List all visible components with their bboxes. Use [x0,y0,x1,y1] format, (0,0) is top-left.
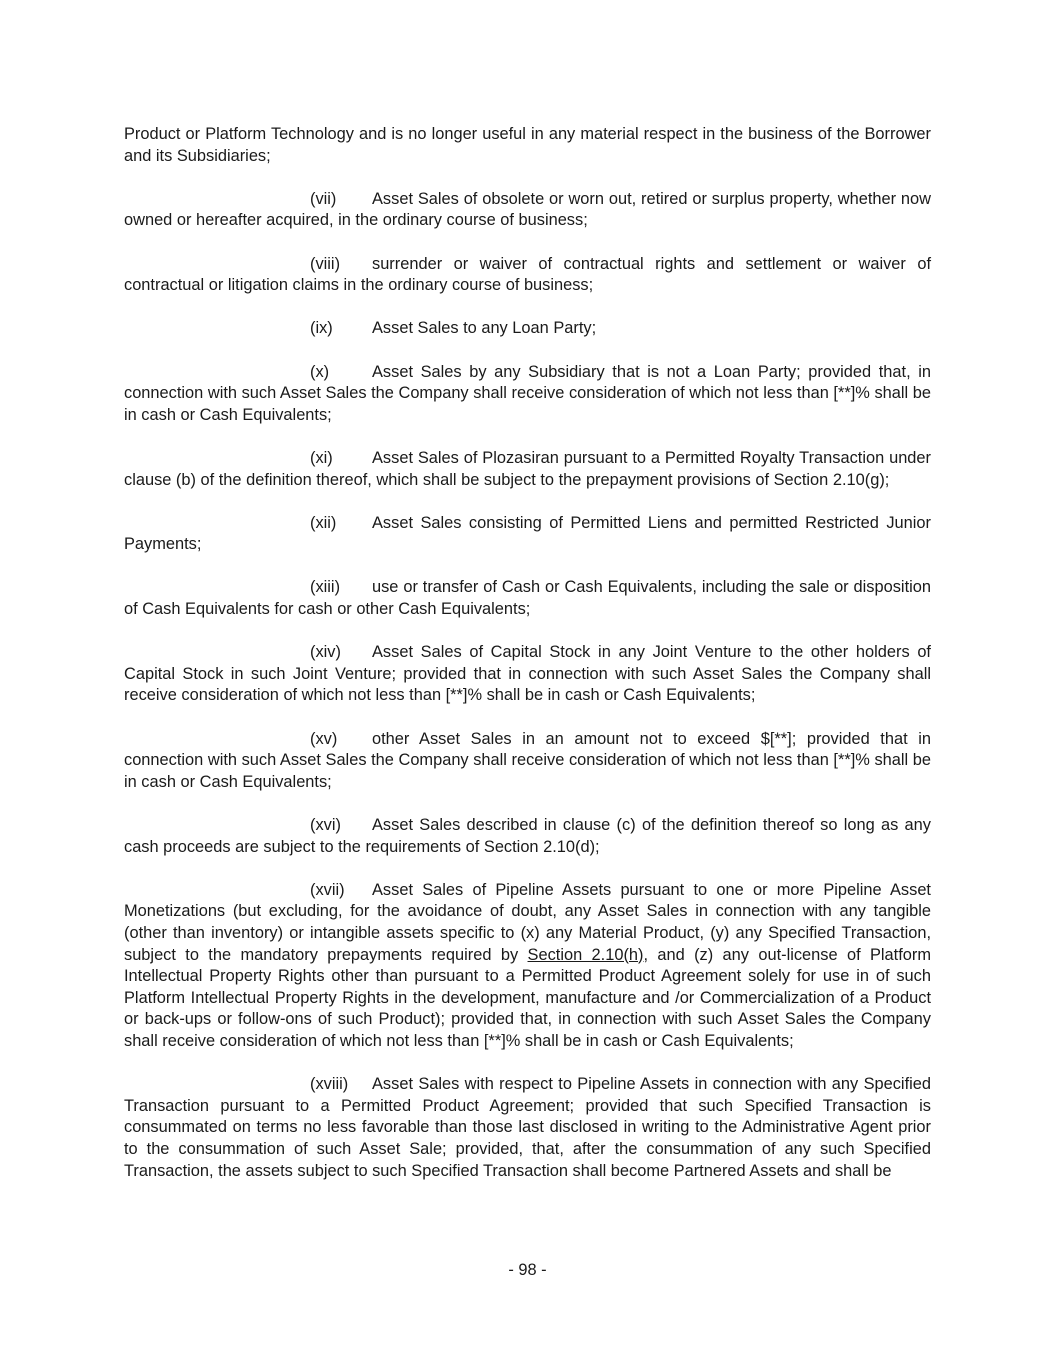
clause-text: Asset Sales by any Subsidiary that is not a Loan Party; provided that, in connection with such Asset Sales the Company shall receive consideration of which not less than [**]% shall be in cash or Cash Equivalents; [124,362,931,424]
clause-xiii [124,577,931,620]
clause-text: Asset Sales of obsolete or worn out, retired or surplus property, whether now owned or hereafter acquired, in the ordinary course of business; [124,189,931,230]
clause-xv [124,729,931,794]
clause-xiv [124,642,931,707]
clause-vii [124,189,931,232]
clause-xvii [124,880,931,1053]
clause-xvi [124,815,931,858]
clause-number: (xiii) [310,578,341,597]
clause-text: Asset Sales of Capital Stock in any Joint Venture to the other holders of Capital Stock in such Joint Venture; provided that in connection with such Asset Sales the Company shall receive consideration of which not less than [**]% shall be in cash or Cash Equivalents; [124,643,931,705]
clause-number: (xvi) [310,816,341,834]
clause-text: use or transfer of Cash or Cash Equivalents, including the sale or disposition of Cash Equivalents for cash or other Cash Equivalents; [124,578,931,619]
page-number: - 98 - [508,1261,547,1279]
clause-text: Asset Sales of Plozasiran pursuant to a Permitted Royalty Transaction under clause (b) of the definition thereof, which shall be subject to the prepayment provisions of Section 2.10(g); [124,448,931,489]
clause-number: (x) [310,362,330,381]
clause-text-continued: and (z) any out-license of Platform Intellectual Property Rights other than pursuant to a Permitted Product Agreement solely for use in of such Platform Intellectual Property Rights in the development, manufacture and /or Commercialization of a Product or back-ups or follow-ons of such Product); provided that, in connection with such Asset Sales the Company shall receive consideration of which not less than [**]% shall be in cash or Cash Equivalents; [124,945,931,1050]
clause-text: other Asset Sales in an amount not to exceed $[**]; provided that in connection with such Asset Sales the Company shall receive consideration of which not less than [**]% shall be in cash or Cash Equivalents; [124,729,931,791]
clause-number: (xi) [310,448,333,467]
clause-number: (xiv) [310,643,341,662]
clause-xi [124,448,931,491]
clause-xii [124,513,931,556]
clause-number: (xv) [310,729,338,748]
clause-number: (xviii) [310,1075,349,1094]
clause-x [124,362,931,427]
clause-viii [124,254,931,297]
clause-number: (xvii) [310,880,345,899]
clause-text: Asset Sales to any Loan Party; [372,319,597,338]
continuation-paragraph: Product or Platform Technology and is no longer useful in any material respect in the business of the Borrower and its Subsidiaries; [124,125,931,165]
clause-number: (ix) [310,319,333,338]
clause-text: Asset Sales with respect to Pipeline Assets in connection with any Specified Transaction pursuant to a Permitted Product Agreement; provided that such Specified Transaction is consummated on terms no less favorable than those last disclosed in writing to the Administrative Agent prior to the consummation of such Asset Sale; provided, that, after the consummation of any such Specified Transaction, the assets subject to such Specified Transaction shall become Partnered Assets and shall be [124,1075,931,1180]
clause-xviii [124,1074,931,1182]
clause-number: (viii) [310,254,341,273]
clause-ix [124,318,931,340]
clause-text: Asset Sales of Pipeline Assets pursuant to one or more Pipeline Asset Monetizations (but excluding, for the avoidance of doubt, any Asset Sales in connection with any tangible (other than inventory) or intangible assets specific to (x) any Material Product, (y) any Specified Transaction, subject to the mandatory prepayments required by [124,880,931,964]
clause-text: Asset Sales consisting of Permitted Liens and permitted Restricted Junior Payments; [124,513,931,554]
clause-text: Asset Sales described in clause (c) of the definition thereof so long as any cash proceeds are subject to the requirements of Section 2.10(d); [124,816,931,856]
section-reference-link[interactable]: Section 2.10(h), [527,945,649,964]
clause-number: (xii) [310,513,337,532]
clause-number: (vii) [310,189,337,208]
document-body [124,124,931,1204]
clause-text: surrender or waiver of contractual rights and settlement or waiver of contractual or litigation claims in the ordinary course of business; [124,254,931,295]
